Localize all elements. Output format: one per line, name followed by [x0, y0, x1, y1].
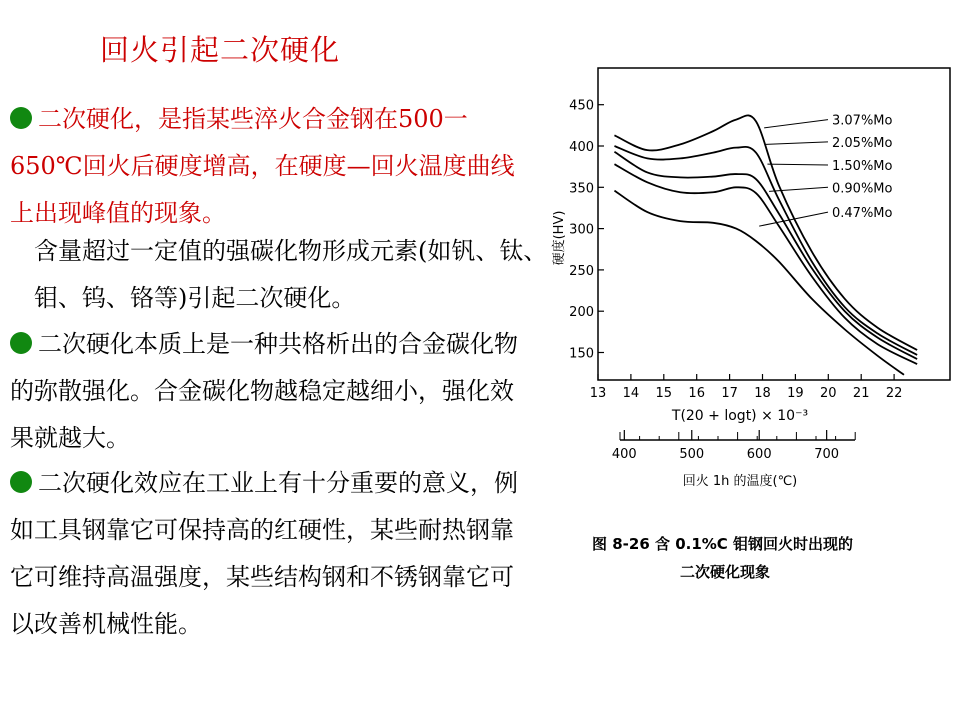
paragraph-elements-text: 含量超过一定值的强碳化物形成元素(如钒、钛、钼、钨、铬等)引起二次硬化。: [34, 237, 548, 312]
series-label: 3.07%Mo: [832, 113, 893, 129]
series-line-2: [614, 146, 917, 355]
y-tick-label: 300: [569, 222, 594, 238]
series-label: 1.50%Mo: [832, 158, 893, 174]
temperature-tick-label: 700: [814, 447, 840, 462]
series-label: 0.47%Mo: [832, 206, 893, 222]
paragraph-definition-text: 二次硬化，是指某些淬火合金钢在500一650℃回火后硬度增高，在硬度—回火温度曲线上出现峰值的现象。: [10, 105, 515, 227]
y-tick-label: 150: [569, 346, 594, 362]
x-tick-label: 18: [754, 386, 771, 401]
y-tick-label: 200: [569, 305, 594, 321]
x-tick-label: 19: [787, 386, 804, 401]
y-tick-label: 250: [569, 263, 594, 279]
series-label: 0.90%Mo: [832, 181, 893, 197]
y-axis-label: 硬度(HV): [552, 210, 567, 266]
bullet-icon: [10, 332, 32, 354]
y-tick-label: 400: [569, 140, 594, 155]
caption-line-2: 二次硬化现象: [680, 563, 771, 581]
x-tick-label: 14: [622, 386, 640, 401]
paragraph-significance: [10, 460, 535, 648]
y-tick-label: 350: [569, 181, 594, 197]
series-leader-line: [769, 187, 828, 191]
y-tick-label: 450: [569, 98, 594, 114]
series-leader-line: [767, 164, 828, 165]
series-label: 2.05%Mo: [832, 135, 893, 151]
series-line-1: [614, 115, 917, 350]
plot-frame: [598, 68, 950, 380]
paragraph-significance-text: 二次硬化效应在工业上有十分重要的意义，例如工具钢靠它可保持高的红硬性，某些耐热钢靠它可维持高温强度，某些结构钢和不锈钢靠它可以改善机械性能。: [10, 469, 518, 638]
temperature-tick-label: 400: [611, 447, 637, 462]
figure-caption: [592, 530, 853, 586]
temperature-tick-label: 500: [679, 447, 705, 462]
x-tick-label: 17: [721, 386, 738, 401]
x-tick-label: 15: [655, 386, 673, 401]
series-leader-line: [759, 212, 828, 226]
series-line-4: [614, 164, 917, 364]
temperature-scale-label: 回火 1h 的温度(℃): [682, 474, 798, 489]
x-tick-label: 13: [589, 386, 607, 401]
paragraph-nature-text: 二次硬化本质上是一种共格析出的合金碳化物的弥散强化。合金碳化物越稳定越细小，强化效果就越大。: [10, 330, 518, 452]
series-line-5: [614, 191, 904, 375]
x-tick-label: 16: [688, 386, 705, 401]
bullet-icon: [10, 107, 32, 129]
paragraph-definition: [10, 96, 535, 237]
slide-title: 回火引起二次硬化: [100, 33, 341, 67]
paragraph-nature: [10, 321, 535, 462]
paragraph-elements: [10, 228, 559, 322]
x-tick-label: 22: [885, 386, 903, 401]
x-tick-label: 21: [852, 386, 870, 401]
x-tick-label: 20: [820, 386, 837, 401]
caption-line-1: 图 8-26 含 0.1%C 钼钢回火时出现的: [592, 535, 854, 553]
temperature-tick-label: 600: [746, 447, 772, 462]
series-leader-line: [766, 142, 828, 144]
series-leader-line: [764, 120, 828, 128]
x-axis-label: T(20 + logt) × 10⁻³: [671, 408, 809, 424]
bullet-icon: [10, 471, 32, 493]
series-line-3: [614, 152, 917, 359]
